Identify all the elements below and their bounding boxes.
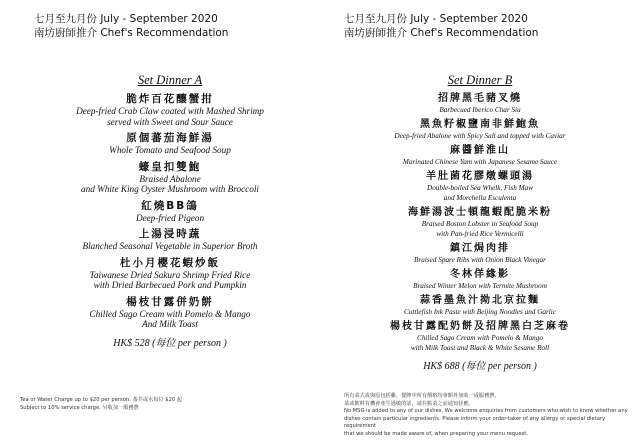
footnote [344,393,630,438]
dish-name-english: Barbecued Iberico Char Siu [439,106,521,114]
dish-name-chinese: 黑魚籽椒鹽南非鮮鮑魚 [420,119,540,130]
set-title: Set Dinner B [447,73,513,87]
dish-name-chinese: 原個蕃茄海鮮湯 [126,132,214,144]
set-price: HK$ 528 (每位 per person ) [113,337,227,349]
dish-item [330,118,630,141]
footnote [20,397,182,412]
set-title: Set Dinner A [137,73,203,87]
dish-name-chinese: 麻醬鮮淮山 [450,145,510,156]
dish-name-english: Deep-fried Abalone with Spicy Salt and topped with Caviar [394,132,566,140]
dish-name-english: Blanched Seasonal Vegetable in Superior Broth [82,241,258,251]
dish-item [20,295,320,330]
dish-name-chinese: 上湯浸時蔬 [138,228,202,240]
dish-item [330,92,630,115]
footnote-line: Subject to 10% service charge. 另收加一服務費 [20,404,139,411]
dish-list [20,92,320,349]
dish-name-chinese: 楊枝甘露併奶餅 [126,295,214,308]
dish-name-english: Chilled Sago Cream with Pomelo & Mango [89,308,251,319]
dish-name-english: And Milk Toast [142,319,198,329]
footnote-line: No MSG is added to any of our dishes. We welcome enquiries from customers who wish to know whether any [344,408,628,414]
dish-name-english: Double-boiled Sea Whelk, Fish Maw [427,184,533,192]
menu-panel-left [20,0,320,444]
footnote-line: Tea or Water Charge up to $20 per person. 茶芥或水每位 $20 起 [20,397,182,403]
dish-item [330,206,630,239]
season-line: 七月至九月份 July - September 2020 [344,13,528,25]
dish-name-english: Braised Spare Ribs with Onion Black Vinegar [414,256,546,264]
set-price: HK$ 688 (每位 per person ) [423,361,537,372]
footnote-line: dishes contain particular ingredients. Please inform your order-taker of any allergy or special dietary requirement [344,415,606,429]
dish-name-english: Deep-fried Crab Claw coated with Mashed Shrimp [76,106,264,116]
dish-item [20,160,320,195]
menu-panel-right [330,0,630,444]
dish-name-english: with Dried Barbecued Pork and Pumpkin [93,280,247,290]
season-line: 七月至九月份 July - September 2020 [34,13,218,25]
dish-name-chinese: 蒜香墨魚汁拗北京拉麵 [420,295,540,306]
dish-name-english: with Milk Toast and Black & White Sesame Roll [410,344,550,352]
dish-name-english: Braised Abalone [139,173,201,184]
dish-item [330,144,630,167]
recommendation-line: 南坊廚師推介 Chef's Recommendation [344,27,539,39]
dish-name-chinese: 蠔皇扣雙鮑 [138,160,202,173]
dish-name-chinese: 鎮江焗肉排 [450,243,510,254]
menu-header [344,12,634,40]
dish-item [20,131,320,156]
dish-item [20,92,320,127]
dish-name-english: with Pan-fried Rice Vermicelli [436,230,524,238]
dish-name-english: Braised Winter Melon with Termite Mushroom [413,282,547,290]
dish-name-english: Cuttlefish Ink Paste with Beijing Noodles and Garlic [404,308,556,316]
dish-item [20,227,320,252]
dish-name-english: and White King Oyster Mushroom with Broccoli [81,184,259,194]
dish-item [20,199,320,224]
footnote-line: 所有菜式或與原包括雞，餐牌中所有價格均會額外加收一成服務費。 [344,393,500,399]
dish-name-chinese: 海鮮湯波士頓龍蝦配脆米粉 [408,207,552,218]
dish-item [330,294,630,317]
footnote-line: that we should be made aware of, when preparing your menu request. [344,430,528,437]
dish-item [330,242,630,265]
dish-name-chinese: 招牌黑毛豬叉燒 [438,93,522,104]
dish-name-chinese: 冬林佯緣影 [450,269,510,280]
dish-name-english: and Morchella Esculenta [443,194,517,202]
dish-name-chinese: 楊枝甘露配奶餅及招牌黑白芝麻卷 [390,321,570,332]
dish-name-chinese: 羊肚菌花膠燉螺頭湯 [426,171,534,182]
dish-name-english: served with Sweet and Sour Sauce [107,116,233,127]
dish-item [330,268,630,291]
dish-list [330,92,630,372]
dish-name-english: Braised Boston Lobster in Seafood Soup [421,220,539,228]
dish-item [330,170,630,203]
dish-item [330,320,630,353]
dish-name-english: Whole Tomato and Seafood Soup [109,145,231,155]
dish-name-chinese: 杜小月櫻花蝦炒飯 [120,256,220,269]
menu-header [34,12,324,40]
dish-name-english: Taiwanese Dried Sakura Shrimp Fried Rice [89,269,251,280]
dish-name-chinese: 紅燒BB鴿 [141,199,199,212]
dish-name-english: Chilled Sago Cream with Pomelo & Mango [417,334,543,342]
dish-name-english: Deep-fried Pigeon [135,212,205,223]
dish-name-chinese: 脆炸百花釀蟹拑 [126,93,214,105]
dish-item [20,256,320,291]
dish-name-english: Marinated Chinese Yam with Japanese Sesame Sauce [402,158,558,166]
recommendation-line: 南坊廚師推介 Chef's Recommendation [34,27,229,39]
footnote-line: 菜或飲料有機會產生過敏的話，請在點菜之前通知侍應。 [344,400,474,407]
